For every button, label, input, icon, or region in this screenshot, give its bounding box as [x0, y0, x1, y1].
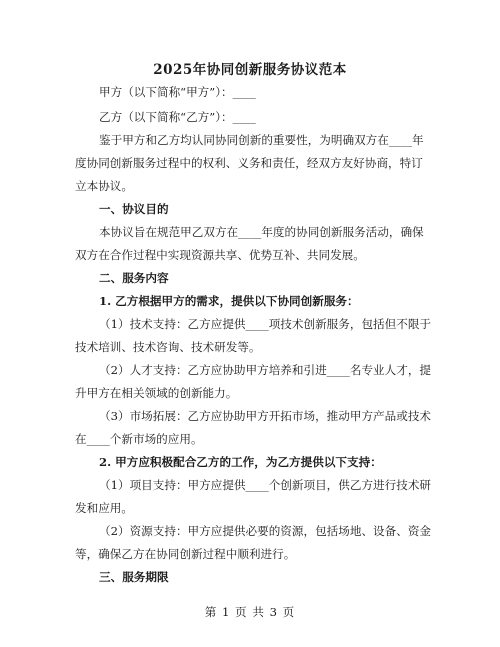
item-2-1-1-line-1: （1）技术支持：乙方应提供____项技术创新服务，包括但不限于: [99, 317, 432, 331]
party-b-line: 乙方（以下简称“乙方”）：____: [99, 110, 256, 124]
section-1-line-1: 本协议旨在规范甲乙双方在____年度的协同创新服务活动，确保: [99, 225, 424, 239]
party-a-line: 甲方（以下简称“甲方”）：____: [99, 85, 256, 99]
preamble-line-3: 立本协议。: [75, 179, 133, 193]
item-2-1-3-line-1: （3）市场拓展：乙方应协助甲方开拓市场，推动甲方产品或技术: [99, 409, 432, 423]
item-2-1-2-line-1: （2）人才支持：乙方应协助甲方培养和引进____名专业人才，提: [99, 363, 432, 377]
item-2-2-2-line-2: 等，确保乙方在协同创新过程中顺利进行。: [75, 547, 296, 561]
item-2-1-3-line-2: 在____个新市场的应用。: [75, 432, 203, 446]
preamble-line-1: 鉴于甲方和乙方均认同协同创新的重要性，为明确双方在____年: [99, 133, 424, 147]
section-2-heading: 二、服务内容: [99, 271, 169, 285]
item-2-1-2-line-2: 升甲方在相关领域的创新能力。: [75, 386, 238, 400]
item-2-2-1-line-2: 发和应用。: [75, 501, 133, 515]
section-2-1-heading: 1. 乙方根据甲方的需求，提供以下协同创新服务：: [99, 294, 359, 308]
section-2-2-heading: 2. 甲方应积极配合乙方的工作，为乙方提供以下支持：: [99, 455, 382, 469]
item-2-2-2-line-1: （2）资源支持：甲方应提供必要的资源，包括场地、设备、资金: [99, 524, 432, 538]
preamble-line-2: 度协同创新服务过程中的权利、义务和责任，经双方友好协商，特订: [75, 156, 423, 170]
document-title: 2025年协同创新服务协议范本: [153, 62, 347, 78]
section-1-line-2: 双方在合作过程中实现资源共享、优势互补、共同发展。: [75, 248, 365, 262]
item-2-2-1-line-1: （1）项目支持：甲方应提供____个创新项目，供乙方进行技术研: [99, 478, 432, 492]
section-1-heading: 一、协议目的: [99, 202, 169, 216]
section-3-heading: 三、服务期限: [99, 570, 169, 584]
item-2-1-1-line-2: 技术培训、技术咨询、技术研发等。: [75, 340, 261, 354]
page-footer: 第 1 页 共 3 页: [204, 605, 296, 619]
